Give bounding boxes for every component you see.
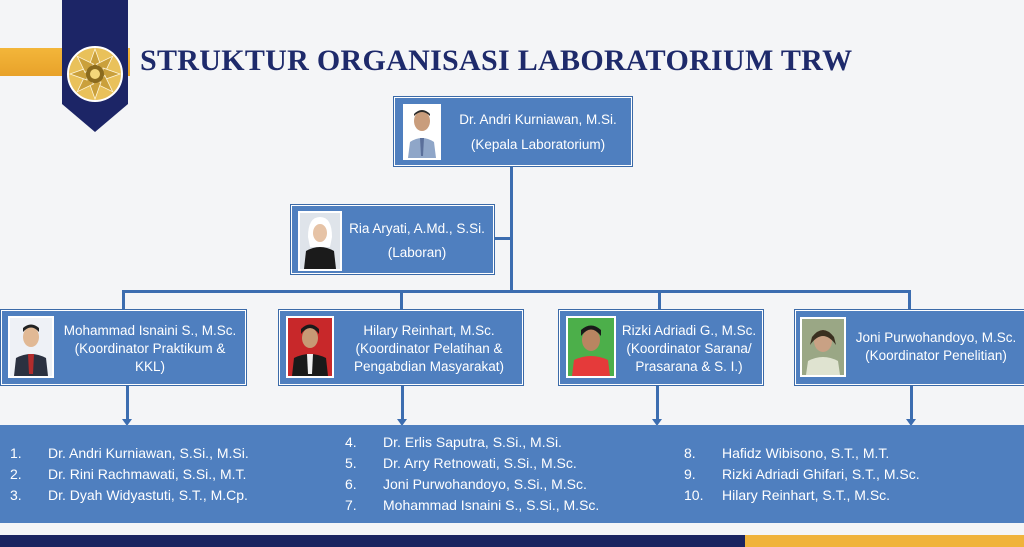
member-name: Dr. Rini Rachmawati, S.Si., M.T.	[48, 466, 247, 482]
person-icon	[10, 318, 52, 376]
coordinator-bus-line	[122, 290, 910, 293]
member-name: Rizki Adriadi Ghifari, S.T., M.Sc.	[722, 466, 920, 482]
member-row	[345, 474, 599, 495]
laboran-box	[291, 205, 494, 274]
down-line-2	[401, 384, 404, 420]
member-name: Mohammad Isnaini S., S.Si., M.Sc.	[383, 497, 600, 513]
coordinator-photo-1	[8, 316, 54, 378]
coordinator-photo-3	[566, 316, 616, 378]
down-line-3	[656, 384, 659, 420]
person-icon	[300, 213, 340, 269]
drop-line-4	[908, 290, 911, 310]
drop-line-3	[658, 290, 661, 310]
coordinator-2-line1: Hilary Reinhart, M.Sc.	[363, 323, 495, 338]
head-name: Dr. Andri Kurniawan, M.Si.	[459, 112, 617, 127]
laboran-connector	[494, 237, 512, 240]
member-name: Dr. Arry Retnowati, S.Si., M.Sc.	[383, 455, 577, 471]
coordinator-box-1	[1, 310, 246, 385]
university-emblem-icon	[68, 47, 122, 101]
member-name: Joni Purwohandoyo, S.Si., M.Sc.	[383, 476, 587, 492]
member-row	[10, 485, 249, 506]
trunk-line	[510, 165, 513, 292]
head-role: (Kepala Laboratorium)	[470, 137, 606, 152]
drop-line-1	[122, 290, 125, 310]
member-num: 3.	[10, 487, 22, 503]
coordinator-1-line2: (Koordinator Praktikum &	[74, 341, 226, 356]
member-row	[10, 464, 249, 485]
member-num: 2.	[10, 466, 22, 482]
coordinator-2-line3: Pengabdian Masyarakat)	[353, 359, 505, 374]
members-column-1	[10, 443, 249, 506]
page-title: STRUKTUR ORGANISASI LABORATORIUM TRW	[140, 44, 853, 77]
member-num: 8.	[684, 445, 696, 461]
coordinator-1-line3: KKL)	[134, 359, 165, 374]
member-num: 5.	[345, 455, 357, 471]
member-num: 9.	[684, 466, 696, 482]
coordinator-box-3	[559, 310, 763, 385]
coordinator-3-line1: Rizki Adriadi G., M.Sc.	[621, 323, 757, 338]
member-row	[684, 464, 920, 485]
person-icon	[288, 318, 332, 376]
footer-gold-bar	[745, 535, 1024, 547]
head-photo	[403, 104, 441, 160]
member-row	[684, 485, 920, 506]
head-box	[394, 97, 632, 166]
member-num: 6.	[345, 476, 357, 492]
down-line-4	[910, 384, 913, 420]
laboran-photo	[298, 211, 342, 271]
person-icon	[568, 318, 614, 376]
person-icon	[405, 106, 439, 158]
member-row	[10, 443, 249, 464]
coordinator-photo-2	[286, 316, 334, 378]
member-row	[684, 443, 920, 464]
member-num: 4.	[345, 434, 357, 450]
coordinator-box-4	[795, 310, 1024, 385]
members-column-3	[684, 443, 920, 506]
member-num: 10.	[684, 487, 704, 503]
coordinator-box-2	[279, 310, 523, 385]
member-name: Dr. Dyah Widyastuti, S.T., M.Cp.	[48, 487, 248, 503]
laboran-role: (Laboran)	[387, 245, 447, 260]
member-row	[345, 432, 599, 453]
member-row	[345, 495, 599, 516]
members-column-2	[345, 432, 599, 516]
laboran-name: Ria Aryati, A.Md., S.Si.	[349, 221, 485, 236]
member-num: 1.	[10, 445, 22, 461]
coordinator-photo-4	[800, 317, 846, 377]
coordinator-3-line3: Prasarana & S. I.)	[635, 359, 743, 374]
coordinator-4-line2: (Koordinator Penelitian)	[865, 348, 1007, 363]
member-name: Dr. Erlis Saputra, S.Si., M.Si.	[383, 434, 562, 450]
drop-line-2	[400, 290, 403, 310]
down-line-1	[126, 384, 129, 420]
member-name: Dr. Andri Kurniawan, S.Si., M.Si.	[48, 445, 249, 461]
member-name: Hilary Reinhart, S.T., M.Sc.	[722, 487, 891, 503]
coordinator-1-line1: Mohammad Isnaini S., M.Sc.	[63, 323, 237, 338]
footer-navy-bar	[0, 535, 745, 547]
logo-ribbon	[62, 0, 128, 132]
coordinator-4-line1: Joni Purwohandoyo, M.Sc.	[855, 330, 1017, 345]
member-name: Hafidz Wibisono, S.T., M.T.	[722, 445, 890, 461]
coordinator-3-line2: (Koordinator Sarana/	[626, 341, 752, 356]
member-num: 7.	[345, 497, 357, 513]
member-row	[345, 453, 599, 474]
person-icon	[802, 319, 844, 375]
coordinator-2-line2: (Koordinator Pelatihan &	[355, 341, 503, 356]
